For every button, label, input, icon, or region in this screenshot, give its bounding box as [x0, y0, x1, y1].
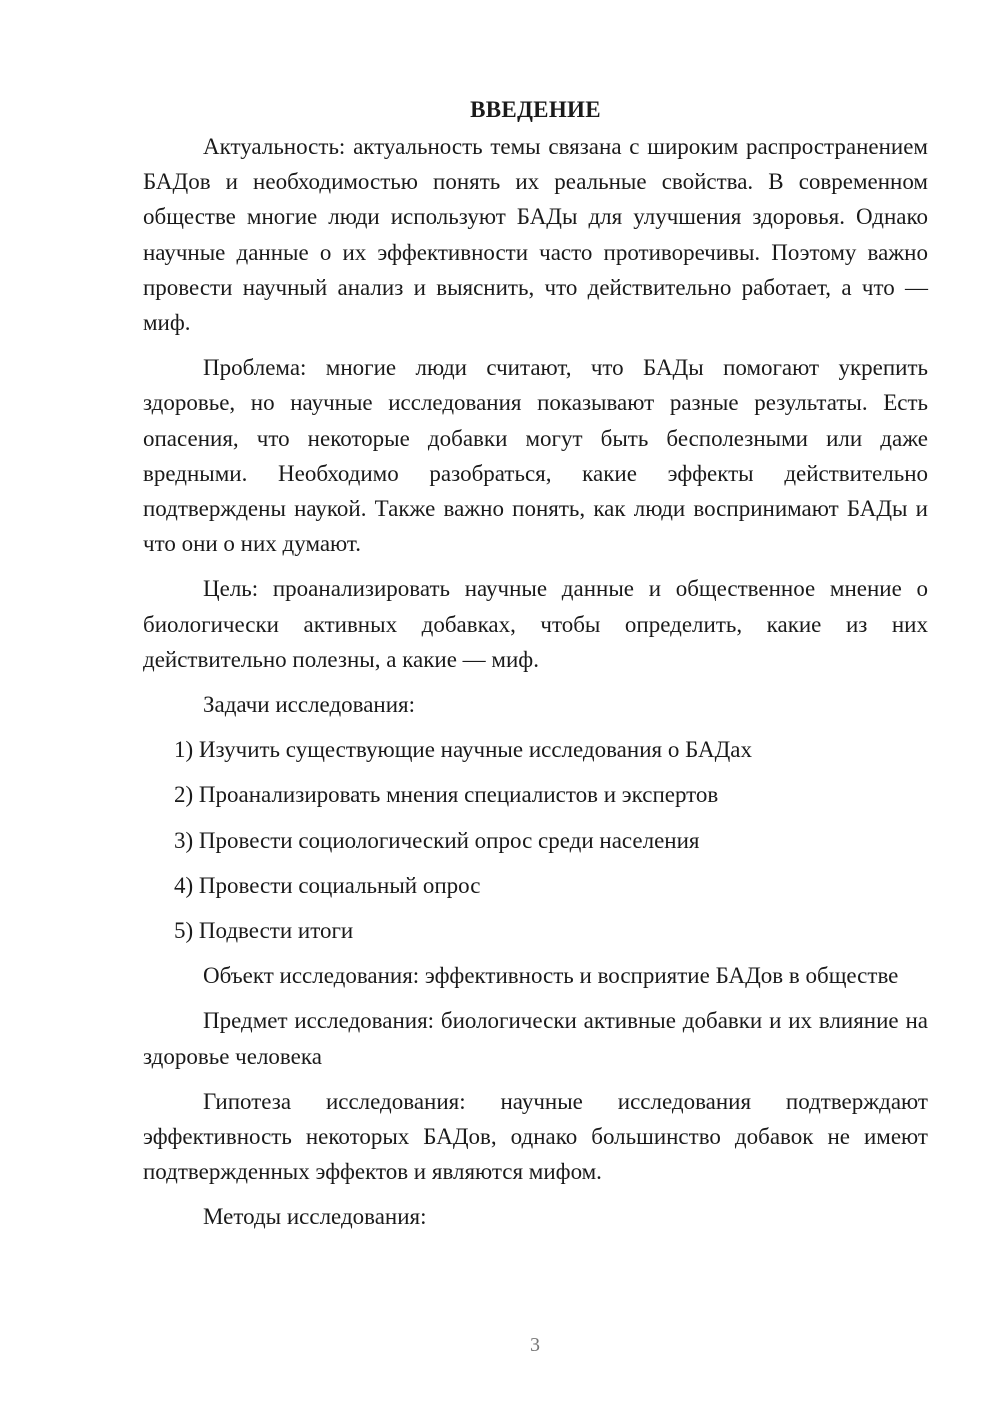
task-item: 1) Изучить существующие научные исследования о БАДах [174, 737, 752, 763]
task-item: 3) Провести социологический опрос среди населения [174, 827, 700, 853]
hypothesis-paragraph: Гипотеза исследования: научные исследования подтверждают эффективность некоторых БАДов, однако большинство добавок не имеют подтвержденных эффектов и являются мифом. [143, 1088, 928, 1185]
goal-paragraph: Цель: проанализировать научные данные и общественное мнение о биологически активных добавках, чтобы определить, какие из них действительно полезны, а какие — миф. [143, 576, 928, 672]
tasks-heading: Задачи исследования: [203, 692, 416, 718]
tasks-list [143, 732, 928, 948]
object-paragraph: Объект исследования: эффективность и восприятие БАДов в обществе [203, 963, 899, 989]
task-item: 4) Провести социальный опрос [174, 872, 481, 898]
subject-paragraph: Предмет исследования: биологически активные добавки и их влияние на здоровье человека [143, 1008, 928, 1069]
relevance-paragraph: Актуальность: актуальность темы связана с широким распространением БАДов и необходимостью понять их реальные свойства. В современном обществе многие люди используют БАДы для улучшения здоровья. Однако научные данные о их эффективности часто противоречивы. Поэтому важно провести научный анализ и выяснить, что действительно работает, а что — миф. [143, 134, 928, 336]
document-page [143, 92, 928, 1245]
methods-heading: Методы исследования: [203, 1204, 427, 1230]
task-item: 2) Проанализировать мнения специалистов и экспертов [174, 782, 719, 808]
problem-paragraph: Проблема: многие люди считают, что БАДы помогают укрепить здоровье, но научные исследования показывают разные результаты. Есть опасения, что некоторые добавки могут быть бесполезными или даже вредными. Необходимо разобраться, какие эффекты действительно подтверждены наукой. Также важно понять, как люди воспринимают БАДы и что они о них думают. [143, 355, 928, 557]
page-number: 3 [530, 1334, 540, 1356]
task-item: 5) Подвести итоги [174, 918, 354, 944]
section-title: ВВЕДЕНИЕ [470, 97, 601, 122]
